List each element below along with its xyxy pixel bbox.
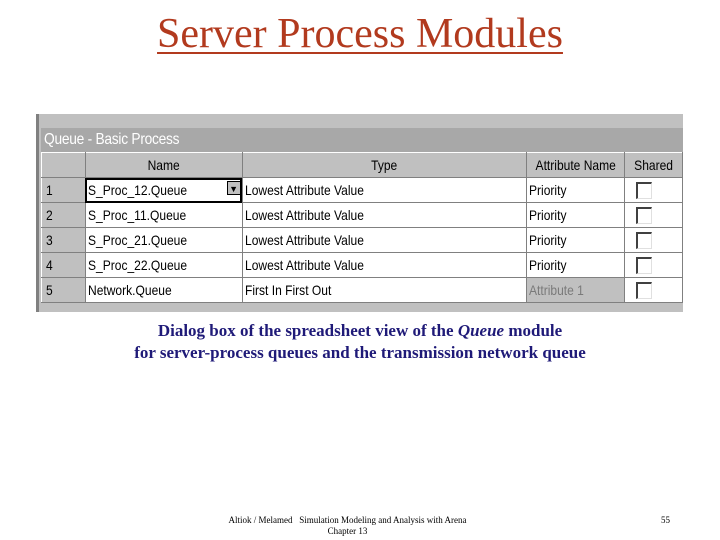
attribute-cell: Attribute 1 [526,278,624,303]
table-row [42,278,683,303]
type-cell[interactable]: Lowest Attribute Value [242,203,526,228]
type-cell[interactable]: First In First Out [242,278,526,303]
column-header-attribute-name[interactable]: Attribute Name [526,153,624,178]
queue-table [41,152,683,303]
shared-checkbox[interactable] [636,232,652,249]
attribute-cell[interactable]: Priority [526,203,624,228]
shared-cell[interactable] [625,253,683,278]
dropdown-arrow-icon[interactable]: ▼ [227,181,241,195]
name-cell[interactable]: S_Proc_11.Queue [85,203,242,228]
shared-cell[interactable] [625,178,683,203]
shared-checkbox[interactable] [636,257,652,274]
queue-spreadsheet-screenshot [36,114,683,312]
shared-cell[interactable] [625,228,683,253]
row-number[interactable]: 3 [42,228,86,253]
shared-checkbox[interactable] [636,182,652,199]
row-number[interactable]: 1 [42,178,86,203]
shared-cell[interactable] [625,203,683,228]
column-header-name[interactable]: Name [85,153,242,178]
table-row [42,228,683,253]
table-row [42,178,683,203]
spreadsheet [41,152,683,312]
footer-chapter: Chapter 13 [327,526,368,536]
column-header-shared[interactable]: Shared [625,153,683,178]
window-title-bar [41,128,683,152]
figure-caption [0,320,720,364]
attribute-cell[interactable]: Priority [526,178,624,203]
type-cell[interactable]: Lowest Attribute Value [242,178,526,203]
footer-credit: Altiok / Melamed Simulation Modeling and Analysis with Arena [228,515,467,525]
type-cell[interactable]: Lowest Attribute Value [242,253,526,278]
name-cell[interactable]: S_Proc_21.Queue [85,228,242,253]
shared-checkbox[interactable] [636,207,652,224]
attribute-cell[interactable]: Priority [526,228,624,253]
caption-emphasis: Queue [457,321,505,340]
shared-cell[interactable] [625,278,683,303]
caption-line-1: Dialog box of the spreadsheet view of the Queue module [157,321,563,340]
attribute-cell[interactable]: Priority [526,253,624,278]
page-number: 55 [661,515,670,525]
type-cell[interactable]: Lowest Attribute Value [242,228,526,253]
slide-title: Server Process Modules [157,11,563,57]
name-cell[interactable]: Network.Queue [85,278,242,303]
row-number[interactable]: 5 [42,278,86,303]
row-number[interactable]: 2 [42,203,86,228]
window-edge [36,114,39,312]
caption-line-2: for server-process queues and the transmission network queue [134,343,586,362]
name-cell[interactable]: S_Proc_12.Queue ▼ [85,178,242,203]
column-header-type[interactable]: Type [242,153,526,178]
row-number[interactable]: 4 [42,253,86,278]
window-title: Queue - Basic Process [44,131,180,148]
slide-footer [170,515,525,537]
name-cell[interactable]: S_Proc_22.Queue [85,253,242,278]
shared-checkbox[interactable] [636,282,652,299]
table-row [42,253,683,278]
table-row [42,203,683,228]
header-row [42,153,683,178]
corner-cell[interactable] [42,153,86,178]
